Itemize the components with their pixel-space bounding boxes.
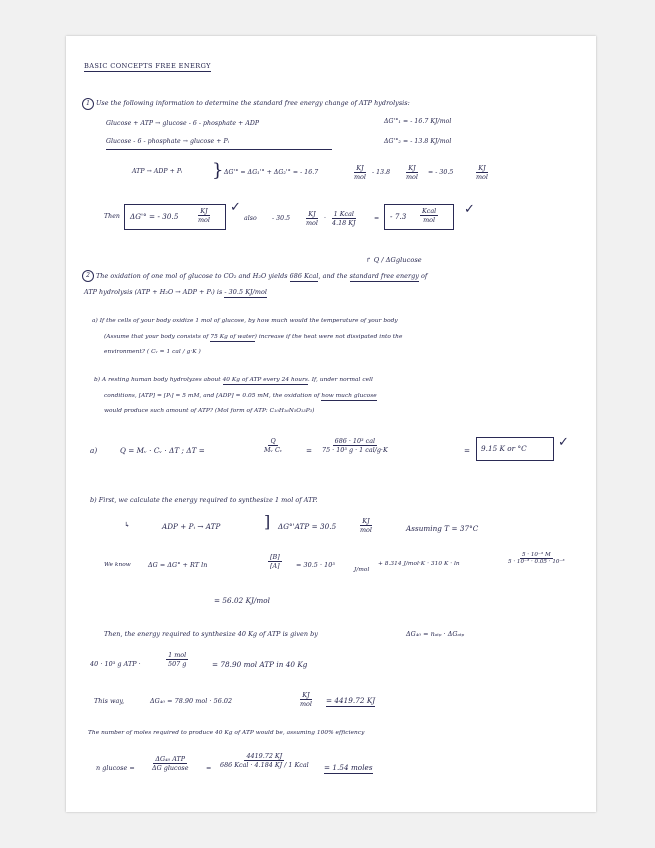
q2-prompt-a: The oxidation of one mol of glucose to CO₂ and H₂O yields [96,272,288,280]
atp-dg-value: ΔG°'ATP = 30.5 [278,522,337,531]
unit-numerator: Kcal [422,207,437,215]
q2a-text-c: ) increase if the heat were not dissipated into the [254,334,403,340]
n-glucose-result: = 1.54 moles [324,763,373,772]
fraction-denominator: 75 · 10³ g · 1 cal/g·K [322,446,388,454]
q1-unit-1 [352,164,368,181]
fraction-numerator: [B] [270,553,280,561]
handwritten-page [66,36,596,812]
temperature-assumption: Assuming T = 37°C [406,524,479,533]
check-mark-icon: ✓ [558,435,569,450]
unit-denominator: mol [360,526,372,534]
mol-result: = 78.90 mol ATP in 40 Kg [212,660,308,669]
solution-a-equation: Q = Mᵥ · Cᵥ · ΔT ; ΔT = [120,446,205,455]
q1-unit-2 [404,164,420,181]
unit-numerator: KJ [408,164,416,172]
q2b-line-1 [94,377,373,383]
n-glucose-values [218,752,311,769]
then-sentence: Then, the energy required to synthesize 40 Kg of ATP is given by [104,630,318,638]
fraction-numerator: 4419.72 KJ [246,752,283,760]
q2b-text-c: . If, under normal cell [307,377,373,383]
gibbs-result: = 56.02 KJ/mol [214,596,270,605]
q1-reaction-2: Glucose - 6 - phosphate → glucose + Pᵢ [106,138,230,145]
unit-denominator: mol [476,173,488,181]
fraction-denominator: [A] [270,562,280,570]
equals-sign: = [374,215,380,222]
underline-reactions [106,149,332,150]
q2a-line-3: environment? ( Cᵥ = 1 cal / g·K ) [104,349,201,355]
fraction-numerator: 1 mol [168,651,187,659]
ln-ratio [506,552,567,565]
fraction-numerator: Q [270,437,276,445]
q2b-line-2 [104,393,377,399]
unit-numerator: KJ [200,207,208,215]
unit-denominator: mol [198,216,210,224]
then-equation: ΔG₄₀ = nₐₜₚ · ΔGₐₜₚ [406,630,465,638]
q2b-atp-amount: 40 Kg of ATP every 24 hours [222,377,308,383]
unit-denominator: mol [423,216,436,224]
fraction-denominator: 5 · 10⁻³ · 0.05 · 10⁻³ [508,559,565,565]
moles-sentence: The number of moles required to produce 40 Kg of ATP would be, assuming 100% efficiency [88,730,365,736]
n-glucose-fraction [150,755,191,772]
atp-dg-unit [358,517,374,534]
equals-sign: = [206,764,212,772]
also-value: - 30.5 [272,215,291,222]
question-number-1: 1 [82,98,94,110]
q1-sum-b: - 13.8 [372,169,391,176]
kcal-unit [420,207,438,224]
unit-numerator: KJ [356,164,364,172]
fraction-denominator: 507 g [168,660,187,668]
also-label: also [244,215,257,222]
equals-sign: = [464,446,471,455]
molar-mass-fraction [166,651,188,668]
q1-reaction-2-dg: ΔG'°₂ = - 13.8 KJ/mol [384,138,452,145]
solution-a-result: 9.15 K or °C [481,444,527,453]
q1-reaction-1: Glucose + ATP → glucose - 6 - phosphate + ADP [106,120,260,127]
q1-unit-3 [474,164,490,181]
q2a-line-1: a) If the cells of your body oxidize 1 mol of glucose, by how much would the temperature of your body [92,318,398,324]
q2-yield: 686 Kcal [289,272,319,280]
solution-a-label: a) [90,446,98,455]
n-glucose-label: n glucose = [96,764,135,772]
q1-sum-result: = - 30.5 [428,169,454,176]
kcal-conversion [330,210,358,227]
unit-numerator: KJ [302,691,310,699]
unit-numerator: KJ [308,210,316,218]
q2-prompt-d: ATP hydrolysis (ATP + H₂O → ADP + Pᵢ) is [84,288,223,296]
q2a-line-2 [104,334,402,340]
conversion-denominator: 4.18 KJ [332,219,356,227]
gibbs-rt-term: + 8.314 J/mol·K · 310 K · ln [378,561,460,567]
unit-joule-per-mol: J/mol [354,567,370,573]
question-number-2: 2 [82,270,94,282]
equals-sign: = [306,446,313,455]
then-box-unit [196,207,212,224]
check-mark-icon: ✓ [230,200,241,215]
q1-reaction-1-dg: ΔG'°₁ = - 16.7 KJ/mol [384,118,452,125]
q2b-text-a: b) A resting human body hydrolyzes about [94,377,221,383]
fraction-denominator: 686 Kcal · 4.184 KJ / 1 Kcal [220,761,309,769]
this-way-result: = 4419.72 KJ [326,696,376,705]
arrow-icon: ↳ [124,520,131,529]
unit-denominator: mol [406,173,418,181]
margin-annotation: ↱ Q / ΔGglucose [366,256,422,264]
q1-sum: ΔG'° = ΔG₁'° + ΔG₂'° = - 16.7 [224,169,319,176]
brace: ] [264,512,271,531]
delta-t-values-fraction [320,437,390,454]
conversion-numerator: 1 Kcal [333,210,354,218]
solution-b-intro: b) First, we calculate the energy required to synthesize 1 mol of ATP. [90,496,318,504]
q2-atp-value: - 30.5 KJ/mol [224,288,267,296]
fraction-numerator: ΔG₄₀ ATP [155,755,186,763]
gibbs-substitution: = 30.5 · 10³ [296,561,336,569]
this-way-equation: ΔG₄₀ = 78.90 mol · 56.02 [150,697,233,705]
fraction-denominator: Mᵥ Cᵥ [264,446,283,454]
q2b-line-3: would produce such amount of ATP? (Mol form of ATP: C₁₀H₁₆N₅O₁₃P₃) [104,408,315,414]
unit-denominator: mol [354,173,366,181]
q2-line-1 [96,272,427,280]
q1-reaction-3: ATP → ADP + Pᵢ [132,168,183,175]
q2-prompt-b: , and the [318,272,348,280]
gibbs-equation: ΔG = ΔG° + RT ln [148,561,208,569]
q2b-how-much-glucose: how much glucose [321,393,377,399]
mol-calculation: 40 · 10³ g ATP · [90,660,141,668]
page-title: BASIC CONCEPTS FREE ENERGY [84,62,211,70]
q2b-conditions: conditions, [ATP] = [Pᵢ] = 5 mM, and [ADP] = 0.05 mM, the oxidation of [104,393,320,399]
times-sign: · [324,215,327,222]
then-box-value: ΔG'° = - 30.5 [130,212,179,221]
atp-synthesis-reaction: ADP + Pᵢ → ATP [162,522,221,531]
q2-standard-free-energy: standard free energy [349,272,419,280]
q2-prompt-c: of [421,272,428,280]
q2-line-2 [84,288,267,296]
unit-denominator: mol [300,700,312,708]
unit-numerator: KJ [478,164,486,172]
check-mark-icon: ✓ [464,202,475,217]
brace: } [212,160,224,181]
fraction-denominator: ΔG glucose [152,764,189,772]
delta-t-fraction [262,437,284,454]
also-unit [304,210,320,227]
q2a-water-mass: 75 Kg of water [210,334,255,340]
unit-denominator: mol [306,219,318,227]
unit-numerator: KJ [362,517,370,525]
kcal-result: - 7.3 [390,212,407,221]
we-know-label: We know [104,562,131,568]
q1-prompt: Use the following information to determine the standard free energy change of ATP hydrolysis: [96,99,410,107]
q2a-text-a: (Assume that your body consists of [104,334,209,340]
fraction-numerator: 686 · 10³ cal [334,437,376,445]
then-label: Then [104,213,120,220]
concentration-ratio [268,553,282,570]
this-way-label: This way, [94,697,125,705]
this-way-unit [298,691,314,708]
fraction-numerator: 5 · 10⁻³ M [521,552,551,558]
